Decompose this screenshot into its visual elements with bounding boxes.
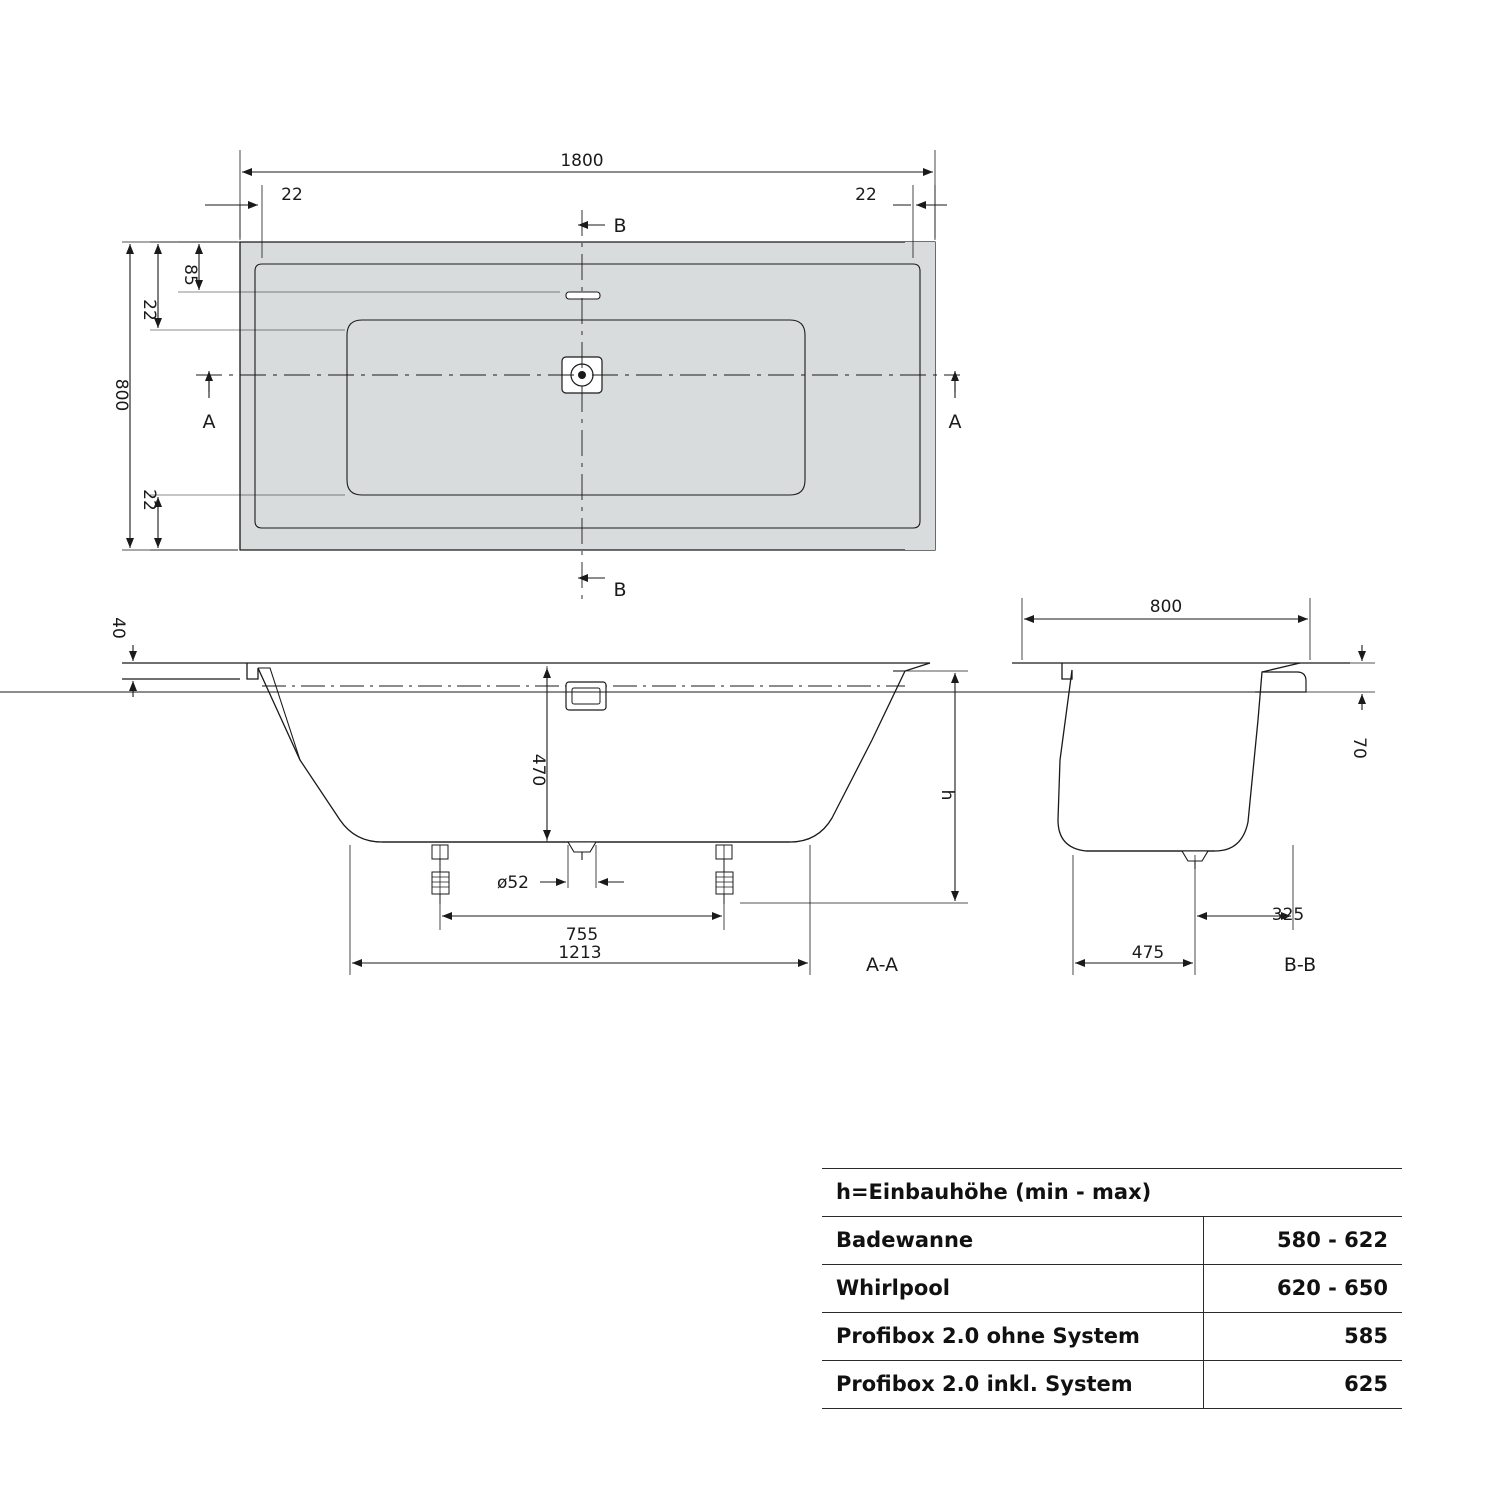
dim-label-height: h [937,789,957,801]
dim-h [740,671,968,903]
dim-label-width-bb: 800 [1149,597,1183,617]
table-row-value: 625 [1204,1361,1403,1409]
dim-label-drain-offset: 325 [1271,905,1305,925]
section-label-a-right: A [948,411,962,433]
dim-label-drain-diameter: ø52 [496,873,530,893]
table-row [822,1361,1402,1409]
foot-left-aa [432,845,449,904]
dim-label-foot-offset: 475 [1131,943,1165,963]
dim-label-foot-span-outer: 1213 [558,943,602,963]
table-row-label: Badewanne [822,1217,1204,1265]
table-row-label: Profibox 2.0 ohne System [822,1313,1204,1361]
rim-detail-bb [1255,672,1306,692]
table-row [822,1217,1402,1265]
table-row [822,1265,1402,1313]
dim-label-edge-bottom: 22 [139,489,159,511]
table-row-value: 585 [1204,1313,1403,1361]
table-row-label: Profibox 2.0 inkl. System [822,1361,1204,1409]
dim-label-overflow-height: 70 [1349,737,1369,759]
dim-label-overall-width: 800 [111,378,131,412]
table-row [822,1313,1402,1361]
table-row-value: 580 - 622 [1204,1217,1403,1265]
section-view-label-bb: B-B [1283,954,1317,976]
dim-label-overall-length: 1800 [560,151,604,171]
table-row-value: 620 - 650 [1204,1265,1403,1313]
tub-outline-top [240,242,935,550]
installation-height-table [822,1168,1402,1409]
section-view-label-aa: A-A [865,954,899,976]
dim-label-rim-thickness: 40 [108,617,128,639]
section-label-b-top: B [613,215,627,237]
table-header-label: h=Einbauhöhe (min - max) [822,1169,1402,1217]
tub-profile-bb [1058,663,1300,851]
table-header-row [822,1169,1402,1217]
dim-label-edge-top: 22 [139,299,159,321]
drain-aa [568,842,596,852]
table-row-label: Whirlpool [822,1265,1204,1313]
dim-label-rim-top: 85 [180,264,200,286]
dim-70 [1306,645,1375,710]
foot-right-aa [716,845,733,904]
section-aa-group [122,645,968,975]
top-view-group [122,150,960,600]
dim-label-inner-depth: 470 [528,753,548,787]
section-bb-group [0,598,1375,975]
section-label-a-left: A [202,411,216,433]
dim-40 [122,645,150,697]
dim-label-inset-left: 22 [281,185,303,205]
section-label-b-bottom: B [613,579,627,601]
overflow-slot-top [566,292,600,299]
dim-label-inset-right: 22 [855,185,877,205]
dim-label-foot-span-inner: 755 [565,925,599,945]
